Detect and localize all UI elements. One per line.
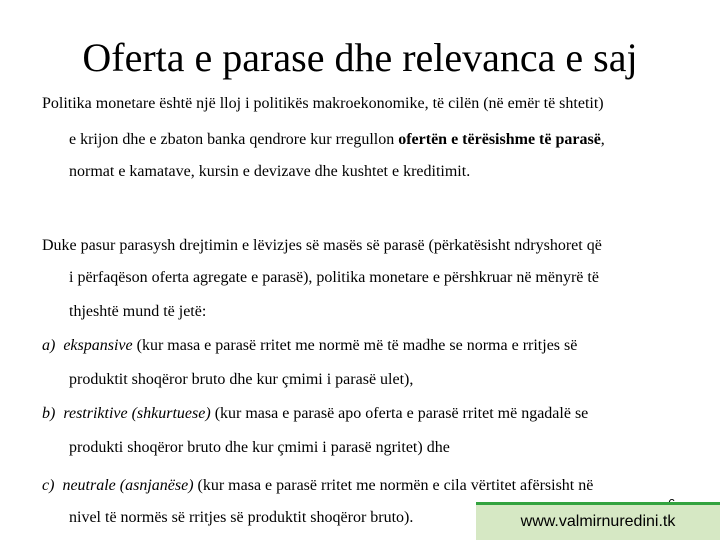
list-item-c — [42, 476, 593, 496]
list-item-b — [42, 404, 588, 424]
paragraph-2-line-2: i përfaqëson oferta agregate e parasë), politika monetare e përshkruar në mënyrë të — [69, 269, 599, 286]
list-marker: b) — [42, 405, 56, 422]
emphasis-text: ofertën e tërësishme të parasë — [398, 131, 601, 148]
list-term: restriktive (shkurtuese) — [63, 405, 211, 422]
paragraph-1-line-1: Politika monetare është një lloj i politikës makroekonomike, të cilën (në emër të shtetit) — [42, 95, 604, 112]
text-run: (kur masa e parasë rritet me normën e cila vërtitet afërsisht në — [193, 477, 594, 494]
slide-title: Oferta e parase dhe relevanca e saj — [82, 35, 638, 80]
footer-banner — [476, 502, 720, 540]
text-run: e krijon dhe e zbaton banka qendrore kur rregullon — [69, 131, 399, 148]
paragraph-1-line-3: normat e kamatave, kursin e devizave dhe kushtet e kreditimit. — [69, 163, 471, 180]
list-marker: c) — [42, 477, 55, 494]
list-item-a-line-2: produktit shoqëror bruto dhe kur çmimi i parasë ulet), — [69, 371, 414, 388]
paragraph-2-line-3: thjeshtë mund të jetë: — [69, 303, 207, 320]
list-item-b-line-2: produkti shoqëror bruto dhe kur çmimi i parasë ngritet) dhe — [69, 439, 450, 456]
list-item-c-line-2: nivel të normës së rritjes së produktit shoqëror bruto). — [69, 509, 414, 526]
text-run: (kur masa e parasë rritet me normë më të madhe se norma e rritjes së — [132, 337, 578, 354]
paragraph-1-line-2 — [69, 130, 605, 150]
paragraph-2-line-1: Duke pasur parasysh drejtimin e lëvizjes së masës së parasë (përkatësisht ndryshoret që — [42, 237, 602, 254]
footer-url-link[interactable]: www.valmirnuredini.tk — [520, 513, 676, 530]
text-run: (kur masa e parasë apo oferta e parasë rritet më ngadalë se — [210, 405, 589, 422]
text-run: , — [600, 131, 605, 148]
list-item-a — [42, 336, 577, 356]
list-marker: a) — [42, 337, 56, 354]
footer-banner-fill — [476, 505, 720, 540]
list-term: neutrale (asnjanëse) — [62, 477, 194, 494]
list-term: ekspansive — [63, 337, 133, 354]
